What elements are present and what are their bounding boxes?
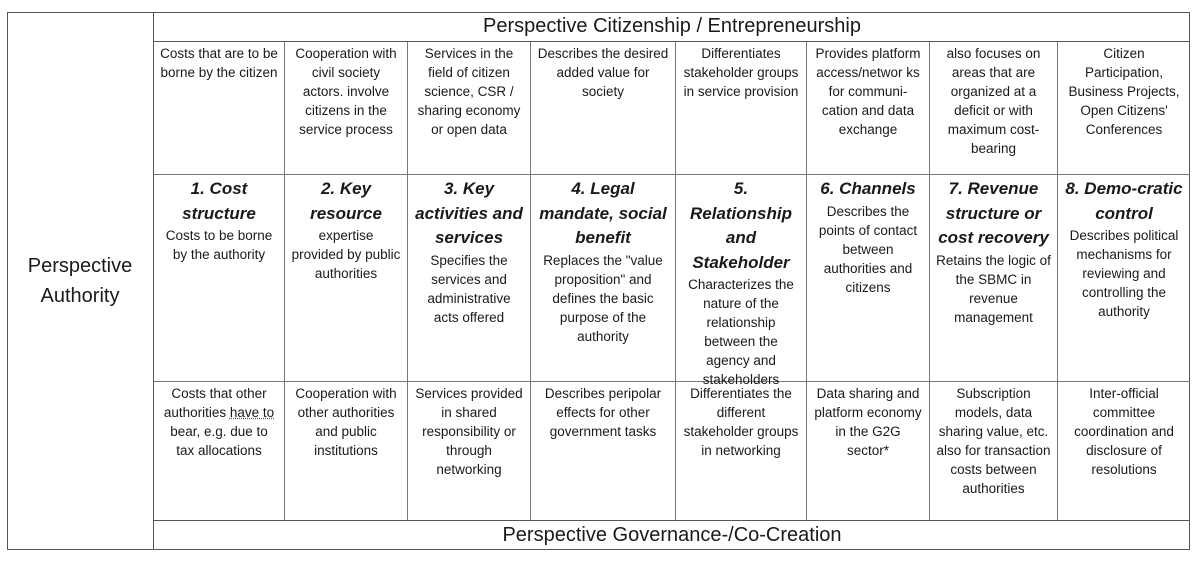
authority-perspective-cell bbox=[807, 174, 929, 382]
citizen-perspective-cell: Differentiates stakeholder groups in service provision bbox=[683, 46, 799, 99]
column-relationship-stakeholder bbox=[676, 42, 807, 520]
authority-perspective-cell bbox=[930, 174, 1057, 382]
citizen-perspective-cell: also focuses on areas that are organized at a deficit or with maximum cost-bearing bbox=[946, 46, 1041, 156]
governance-perspective-cell: Data sharing and platform economy in the G2G sector* bbox=[814, 386, 922, 458]
building-block-title: 1. Cost structure bbox=[182, 179, 256, 223]
building-block-description: Specifies the services and administrative acts offered bbox=[427, 252, 511, 325]
building-block-title: 6. Channels bbox=[820, 179, 916, 198]
authority-perspective-cell bbox=[676, 174, 806, 387]
authority-perspective-cell bbox=[408, 174, 530, 382]
column-revenue-structure bbox=[930, 42, 1058, 520]
governance-perspective-cell: Inter-official committee coordination and disclosure of resolutions bbox=[1074, 386, 1174, 477]
building-block-description: Describes political mechanisms for reviewing and controlling the authority bbox=[1069, 228, 1179, 319]
spellcheck-underlined-text: have to bbox=[229, 405, 275, 420]
citizen-perspective-cell: Provides platform access/networ ks for communi-cation and data exchange bbox=[815, 46, 921, 137]
governance-perspective-cell: Subscription models, data sharing value, etc. also for transaction costs between authorities bbox=[936, 386, 1051, 496]
governance-perspective-cell: Differentiates the different stakeholder groups in networking bbox=[683, 386, 799, 458]
citizen-perspective-cell: Describes the desired added value for society bbox=[537, 46, 669, 99]
governance-perspective-cell: Services provided in shared responsibility or through networking bbox=[415, 386, 523, 477]
perspective-authority-cell bbox=[7, 12, 154, 550]
column-democratic-control bbox=[1058, 42, 1190, 520]
authority-perspective-cell bbox=[1058, 174, 1190, 382]
building-block-description: Characterizes the nature of the relationship between the agency and stakeholders bbox=[688, 277, 794, 387]
column-key-resource bbox=[285, 42, 408, 520]
building-block-title: 8. Demo-cratic control bbox=[1065, 179, 1183, 223]
building-block-description: Replaces the "value proposition" and defines the basic purpose of the authority bbox=[543, 252, 663, 344]
building-block-grid bbox=[154, 42, 1190, 520]
building-block-description: Retains the logic of the SBMC in revenue management bbox=[936, 252, 1051, 325]
building-block-title: 7. Revenue structure or cost recovery bbox=[938, 179, 1049, 247]
building-block-title: 3. Key activities and services bbox=[415, 179, 523, 247]
perspective-authority-label: Perspective Authority bbox=[27, 255, 133, 307]
column-key-activities bbox=[408, 42, 531, 520]
perspective-citizenship-header: Perspective Citizenship / Entrepreneurship bbox=[154, 12, 1190, 42]
governance-text-part: Costs that other authorities bbox=[163, 386, 267, 420]
column-cost-structure bbox=[154, 42, 285, 520]
building-block-title: 5. Relationship and Stakeholder bbox=[689, 179, 792, 272]
governance-perspective-cell: Cooperation with other authorities and public institutions bbox=[295, 386, 397, 458]
citizen-perspective-cell: Services in the field of citizen science, CSR / sharing economy or open data bbox=[417, 46, 521, 137]
governance-perspective-cell bbox=[154, 382, 284, 520]
column-legal-mandate bbox=[531, 42, 676, 520]
citizen-perspective-cell: Citizen Participation, Business Projects, Open Citizens' Conferences bbox=[1068, 46, 1180, 137]
authority-perspective-cell bbox=[154, 174, 284, 382]
column-channels bbox=[807, 42, 930, 520]
citizen-perspective-cell: Cooperation with civil society actors. involve citizens in the service process bbox=[295, 46, 397, 137]
perspective-governance-footer: Perspective Governance-/Co-Creation bbox=[154, 520, 1190, 550]
authority-perspective-cell bbox=[531, 174, 675, 382]
citizen-perspective-cell: Costs that are to be borne by the citizen bbox=[160, 46, 278, 80]
governance-text-part: bear, e.g. due to tax allocations bbox=[170, 424, 268, 458]
authority-perspective-cell bbox=[285, 174, 407, 382]
building-block-title: 4. Legal mandate, social benefit bbox=[539, 179, 667, 247]
building-block-description: expertise provided by public authorities bbox=[291, 228, 401, 281]
building-block-description: Costs to be borne by the authority bbox=[165, 228, 273, 262]
building-block-title: 2. Key resource bbox=[310, 179, 382, 223]
building-block-description: Describes the points of contact between authorities and citizens bbox=[818, 203, 918, 295]
governance-perspective-cell: Describes peripolar effects for other government tasks bbox=[544, 386, 662, 439]
